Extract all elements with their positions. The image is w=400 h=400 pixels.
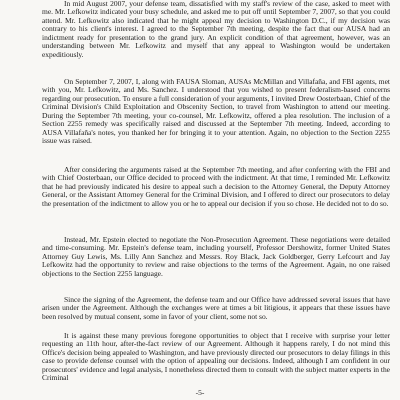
paragraph-indictment-decision: After considering the arguments raised at the September 7th meeting, and after conferring with the FBI and with Chief Oosterbaan, our Office decided to proceed with the indictment. At that time, I reminded Mr. Lefkowitz that he had previously indicated his desire to appeal such a decision to the Attorney General, the Deputy Attorney General, or the Assistant Attorney General for the Criminal Division, and I offered to direct our prosecutors to delay the presentation of the indictment to allow you or he to appeal our decision if you so chose. He decided not to do so.	[42, 165, 390, 208]
paragraph-issues-addressed: Since the signing of the Agreement, the defense team and our Office have addressed several issues that have arisen under the Agreement. Although the exchanges were at times a bit litigious, it appears that these issues have been resolved by mutual consent, some in favor of your client, some not so.	[42, 295, 390, 321]
paragraph-meeting-request: In mid August 2007, your defense team, dissatisfied with my staff's review of the case, asked to meet with me. Mr. Lefkowitz indicated your busy schedule, and asked me to put off until September 7, 2007, so that you could attend. Mr. Lefkowitz also indicated that he might appeal my decision to Washington D.C., if my decision was contrary to his client's interest. I agreed to the September 7th meeting, despite the fact that our AUSA had an indictment ready for presentation to the grand jury. An explicit condition of that agreement, however, was an understanding between Mr. Lefkowitz and myself that any appeal to Washington would be undertaken expeditiously.	[42, 0, 390, 59]
page-number: -5-	[195, 388, 205, 397]
paragraph-review-request: It is against these many previous foregone opportunities to object that I receive with surprise your letter requesting an 11th hour, after-the-fact review of our Agreement. Although it happens rarely, I do not mind this Office's decision being appealed to Washington, and have previously directed our prosecutors to delay filings in this case to provide defense counsel with the option of appealing our decisions. Indeed, although I am confident in our prosecutors' evidence and legal analysis, I nonetheless directed them to consult with the subject matter experts in the Criminal	[42, 331, 390, 383]
paragraph-september-meeting: On September 7, 2007, I, along with FAUSA Sloman, AUSAs McMillan and Villafaña, and FBI agents, met with you, Mr. Lefkowitz, and Ms. Sanchez. I understood that you wished to present federalism-based concerns regarding our prosecution. To ensure a full consideration of your arguments, I invited Drew Oosterbaan, Chief of the Criminal Division's Child Exploitation and Obscenity Section, to travel from Washington to attend our meeting. During the September 7th meeting, your co-counsel, Mr. Lefkowitz, offered a plea resolution. The inclusion of a Section 2255 remedy was specifically raised and discussed at the September 7th meeting. Indeed, according to AUSA Villafaña's notes, you thanked her for bringing it to your attention. Again, no objection to the Section 2255 issue was raised.	[42, 77, 390, 146]
paragraph-negotiation: Instead, Mr. Epstein elected to negotiate the Non-Prosecution Agreement. These negotiations were detailed and time-consuming. Mr. Epstein's defense team, including yourself, Professor Dershowitz, former United States Attorney Guy Lewis, Ms. Lilly Ann Sanchez and Messrs. Roy Black, Jack Goldberger, Gerry Lefcourt and Jay Lefkowitz had the opportunity to review and raise objections to the terms of the Agreement. Again, no one raised objections to the Section 2255 language.	[42, 235, 390, 278]
